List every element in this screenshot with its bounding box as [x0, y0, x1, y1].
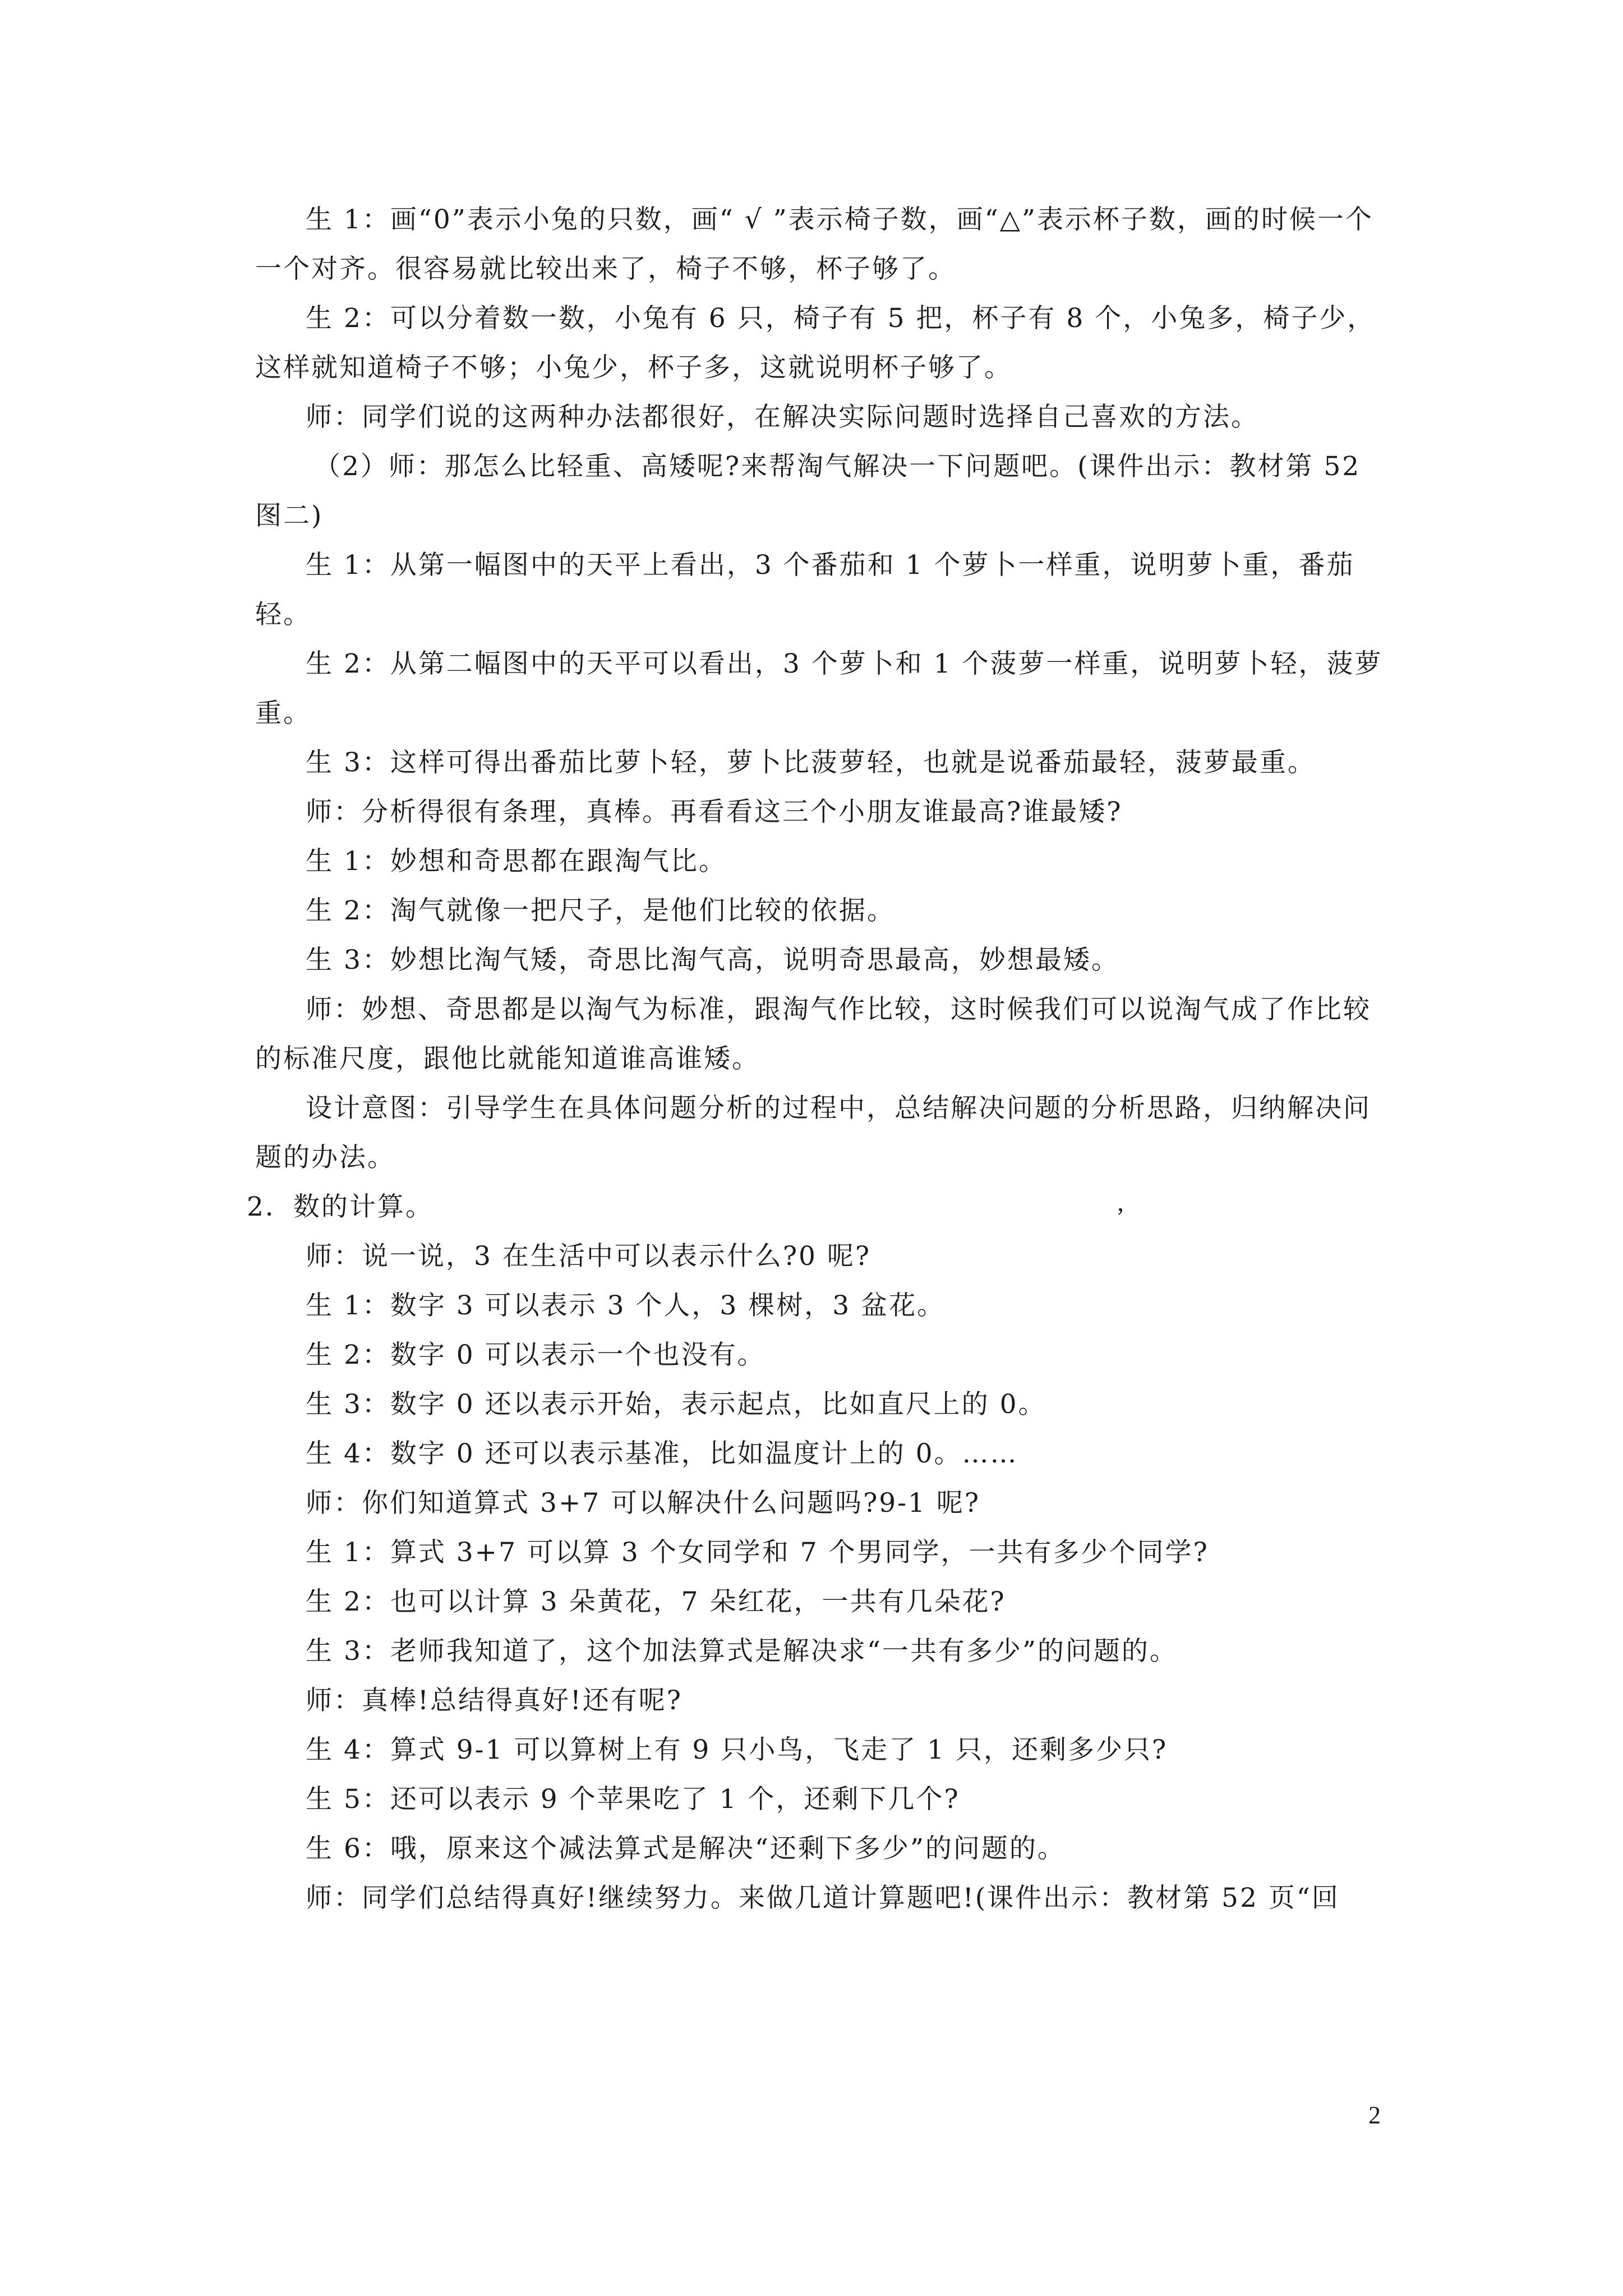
paragraph-student3-zero-start: 生 3：数字 0 还以表示开始，表示起点，比如直尺上的 0。	[306, 1389, 1046, 1420]
stray-mark: ’	[1116, 1202, 1125, 1231]
paragraph-student2-balance: 生 2：从第二幅图中的天平可以看出，3 个萝卜和 1 个菠萝一样重，说明萝卜轻，菠萝重。	[255, 648, 1383, 729]
paragraph-student5-apples: 生 5：还可以表示 9 个苹果吃了 1 个，还剩下几个?	[306, 1784, 960, 1815]
paragraph-student1-balance: 生 1：从第一幅图中的天平上看出，3 个番茄和 1 个萝卜一样重，说明萝卜重，番茄轻。	[255, 550, 1355, 630]
paragraph-student3-addition-meaning: 生 3：老师我知道了，这个加法算式是解决求“一共有多少”的问题的。	[306, 1636, 1178, 1667]
paragraph-student4-zero-base: 生 4：数字 0 还可以表示基准，比如温度计上的 0。……	[306, 1438, 1018, 1469]
paragraph-teacher-meaning-of-3: 师：说一说，3 在生活中可以表示什么?0 呢?	[306, 1241, 872, 1272]
paragraph-weight-height-question: （2）师：那怎么比轻重、高矮呢?来帮淘气解决一下问题吧。(课件出示：教材第 52 图二)	[255, 451, 1361, 531]
paragraph-student2-flowers: 生 2：也可以计算 3 朵黄花，7 朵红花，一共有几朵花?	[306, 1586, 1006, 1617]
paragraph-student2-counting: 生 2：可以分着数一数，小兔有 6 只，椅子有 5 把，杯子有 8 个，小兔多，椅子少，这样就知道椅子不够；小兔少，杯子多，这就说明杯子够了。	[255, 303, 1376, 383]
paragraph-student4-subtraction: 生 4：算式 9-1 可以算树上有 9 只小鸟，飞走了 1 只，还剩多少只?	[306, 1734, 1168, 1765]
paragraph-design-intent: 设计意图：引导学生在具体问题分析的过程中，总结解决问题的分析思路，归纳解决问题的办法。	[255, 1093, 1371, 1173]
paragraph-student1-addition: 生 1：算式 3+7 可以算 3 个女同学和 7 个男同学，一共有多少个同学?	[306, 1537, 1209, 1568]
paragraph-student1-number3: 生 1：数字 3 可以表示 3 个人，3 棵树，3 盆花。	[306, 1290, 946, 1321]
paragraph-student6-subtraction-meaning: 生 6：哦，原来这个减法算式是解决“还剩下多少”的问题的。	[306, 1833, 1066, 1864]
paragraph-student3-tallest: 生 3：妙想比淘气矮，奇思比淘气高，说明奇思最高，妙想最矮。	[306, 945, 1119, 976]
paragraph-student1-drawing: 生 1：画“0”表示小兔的只数，画“ √ ”表示椅子数，画“△”表示杯子数，画的时候一个一个对齐。很容易就比较出来了，椅子不够，杯子够了。	[255, 204, 1373, 284]
paragraph-teacher-equations: 师：你们知道算式 3+7 可以解决什么问题吗?9-1 呢?	[306, 1488, 981, 1519]
section-heading-calculation: 2．数的计算。	[247, 1191, 434, 1222]
paragraph-student2-ruler: 生 2：淘气就像一把尺子，是他们比较的依据。	[306, 895, 895, 926]
paragraph-teacher-exercises: 师：同学们总结得真好!继续努力。来做几道计算题吧!(课件出示：教材第 52 页“回	[306, 1883, 1340, 1913]
paragraph-student1-compare: 生 1：妙想和奇思都在跟淘气比。	[306, 846, 727, 877]
paragraph-teacher-praise: 师：真棒!总结得真好!还有呢?	[306, 1685, 683, 1716]
paragraph-student2-zero: 生 2：数字 0 可以表示一个也没有。	[306, 1340, 766, 1370]
paragraph-teacher-methods: 师：同学们说的这两种办法都很好，在解决实际问题时选择自己喜欢的方法。	[306, 402, 1259, 432]
paragraph-student3-conclusion: 生 3：这样可得出番茄比萝卜轻，萝卜比菠萝轻，也就是说番茄最轻，菠萝最重。	[306, 747, 1316, 778]
paragraph-teacher-standard: 师：妙想、奇思都是以淘气为标准，跟淘气作比较，这时候我们可以说淘气成了作比较的标准尺度，跟他比就能知道谁高谁矮。	[255, 994, 1371, 1074]
page-number: 2	[1368, 2101, 1381, 2129]
paragraph-teacher-height-question: 师：分析得很有条理，真棒。再看看这三个小朋友谁最高?谁最矮?	[306, 797, 1123, 827]
document-body	[0, 195, 1623, 1923]
